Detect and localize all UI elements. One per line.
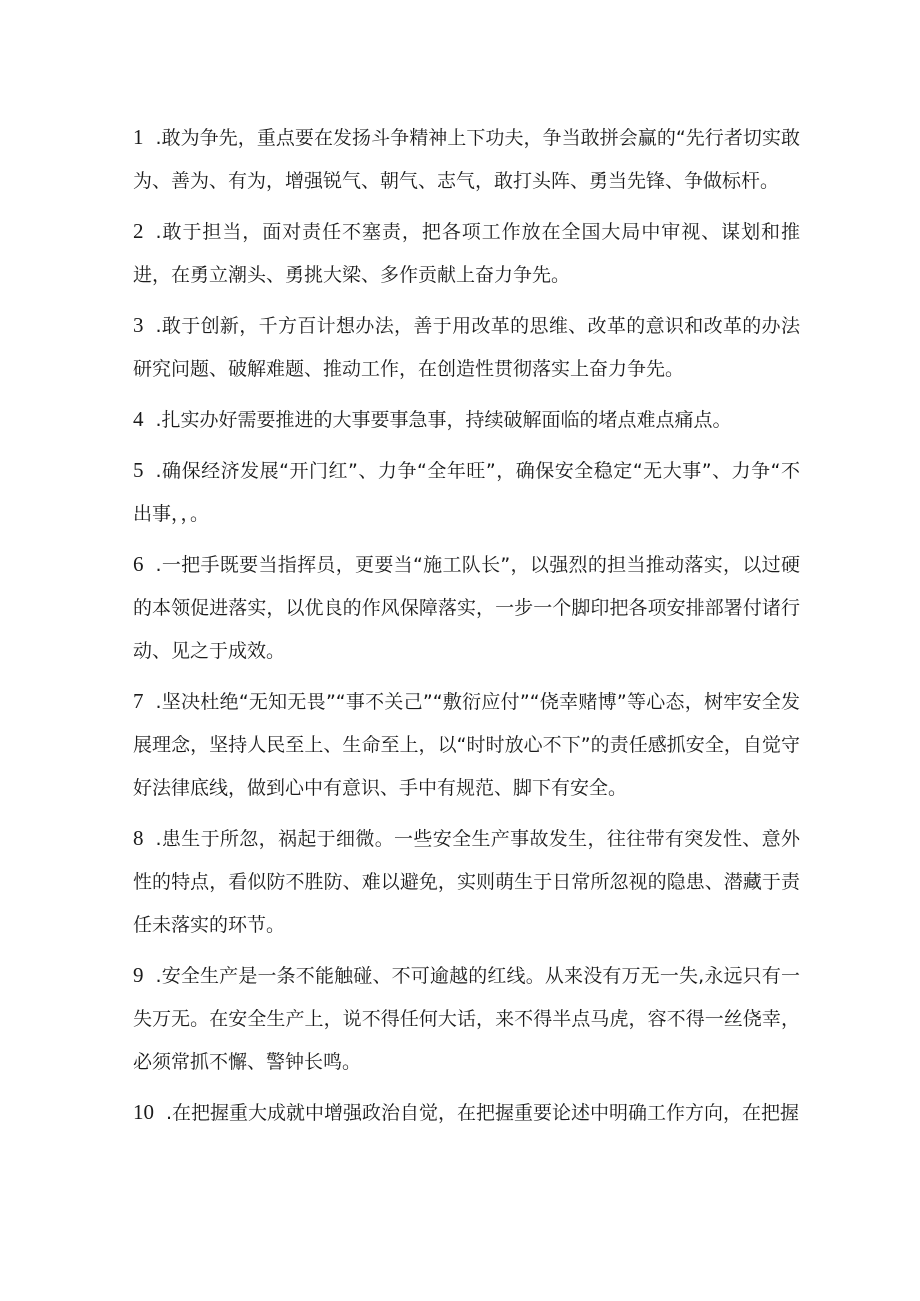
item-number: 6 [133,552,144,576]
item-text: .敢为争先，重点要在发扬斗争精神上下功夫，争当敢拼会赢的“先行者切实敢为、善为、有为，增强锐气、朝气、志气，敢打头阵、勇当先锋、争做标杆。 [133,127,800,192]
item-number: 3 [133,313,144,337]
list-item [133,210,800,297]
list-item [133,817,800,947]
list-item [133,543,800,673]
item-number: 8 [133,826,144,850]
item-text: .敢于担当，面对责任不塞责，把各项工作放在全国大局中审视、谋划和推进，在勇立潮头、勇挑大梁、多作贡献上奋力争先。 [133,221,800,286]
item-text: .坚决杜绝“无知无畏”“事不关己”“敷衍应付”“侥幸赌博”等心态，树牢安全发展理念，坚持人民至上、生命至上，以“时时放心不下”的责任感抓安全，自觉守好法律底线，做到心中有意识、手中有规范、脚下有安全。 [133,691,800,799]
list-item [133,116,800,203]
item-number: 9 [133,963,144,987]
list-item [133,449,800,536]
item-text: .一把手既要当指挥员，更要当“施工队长”，以强烈的担当推动落实，以过硬的本领促进落实，以优良的作风保障落实，一步一个脚印把各项安排部署付诸行动、见之于成效。 [133,554,800,662]
item-number: 7 [133,689,144,713]
item-number: 4 [133,407,144,431]
item-number: 1 [133,125,144,149]
list-item [133,304,800,391]
item-number: 2 [133,219,144,243]
list-item [133,954,800,1084]
item-text: .敢于创新，千方百计想办法，善于用改革的思维、改革的意识和改革的办法研究问题、破解难题、推动工作，在创造性贯彻落实上奋力争先。 [133,315,800,380]
item-text: .确保经济发展“开门红”、力争“全年旺”，确保安全稳定“无大事”、力争“不出事，，。 [133,460,800,525]
item-number: 10 [133,1100,154,1124]
list-item [133,398,800,442]
item-text: .扎实办好需要推进的大事要事急事，持续破解面临的堵点难点痛点。 [155,409,732,431]
item-text: .在把握重大成就中增强政治自觉，在把握重要论述中明确工作方向，在把握 [166,1102,800,1124]
item-number: 5 [133,458,144,482]
item-text: .患生于所忽，祸起于细微。一些安全生产事故发生，往往带有突发性、意外性的特点，看似防不胜防、难以避免，实则萌生于日常所忽视的隐患、潜藏于责任未落实的环节。 [133,828,800,936]
item-text: .安全生产是一条不能触碰、不可逾越的红线。从来没有万无一失,永远只有一失万无。在安全生产上，说不得任何大话，来不得半点马虎，容不得一丝侥幸，必须常抓不懈、警钟长鸣。 [133,965,800,1073]
list-item [133,1091,800,1135]
document-body [133,116,800,1142]
list-item [133,680,800,810]
